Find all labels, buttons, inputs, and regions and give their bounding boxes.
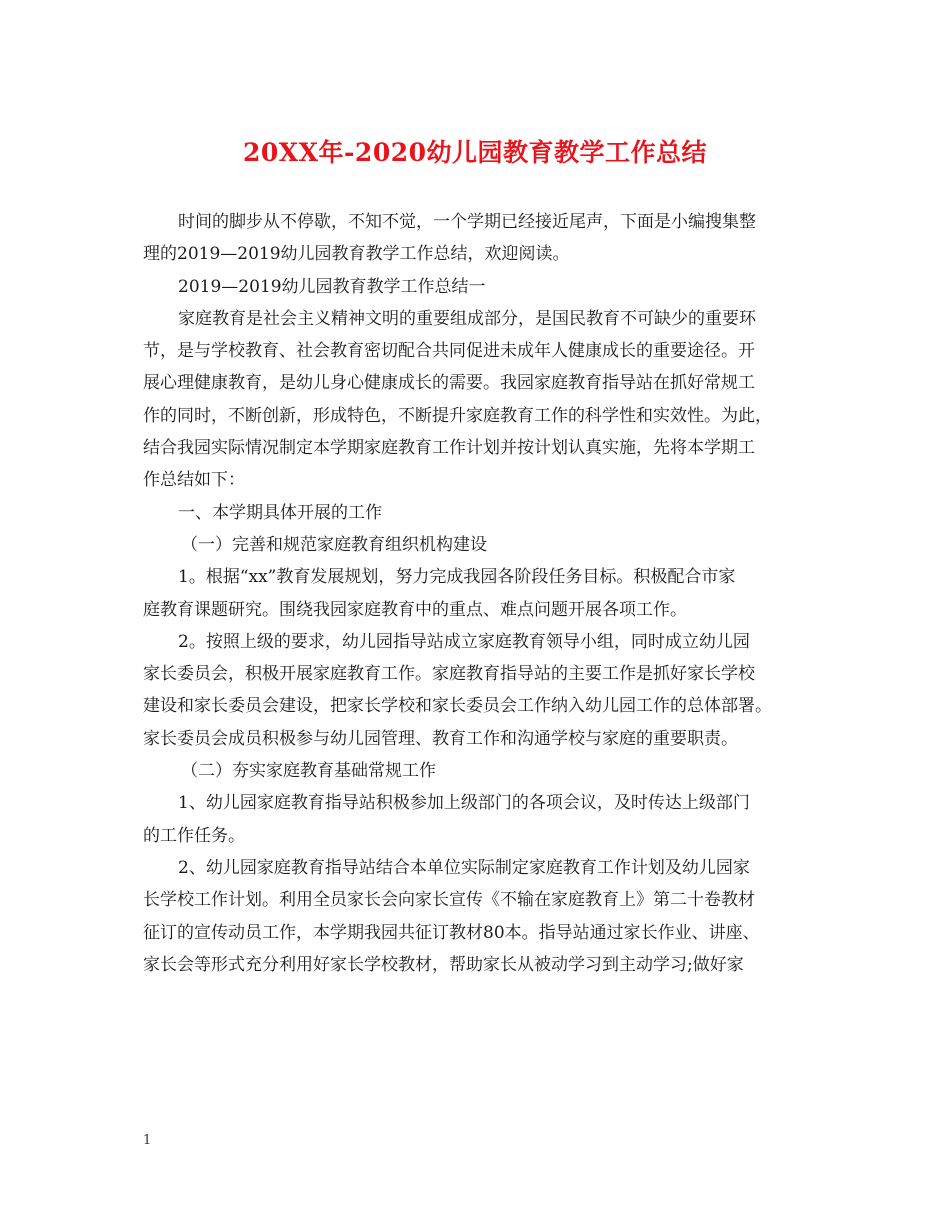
text-line: 作的同时，不断创新，形成特色，不断提升家庭教育工作的科学性和实效性。为此， [143, 405, 772, 426]
text-line: 征订的宣传动员工作，本学期我园共征订教材80本。指导站通过家长作业、讲座、 [143, 922, 760, 943]
text-line: 时间的脚步从不停歇，不知不觉，一个学期已经接近尾声，下面是小编搜集整 [178, 212, 756, 232]
text-line: 1。根据“xx”教育发展规划，努力完成我园各阶段任务目标。积极配合市家 [178, 567, 736, 588]
section-heading: 一、本学期具体开展的工作 [178, 502, 382, 523]
text-line: 2。按照上级的要求，幼儿园指导站成立家庭教育领导小组，同时成立幼儿园 [178, 631, 750, 652]
text-line: 1、幼儿园家庭教育指导站积极参加上级部门的各项会议，及时传达上级部门 [178, 793, 750, 814]
text-line: 节，是与学校教育、社会教育密切配合共同促进未成年人健康成长的重要途径。开 [143, 341, 755, 362]
text-line: 建设和家长委员会建设，把家长学校和家长委员会工作纳入幼儿园工作的总体部署。 [143, 696, 772, 717]
text-line: 2019—2019幼儿园教育教学工作总结一 [178, 276, 486, 297]
text-line: 家长会等形式充分利用好家长学校教材，帮助家长从被动学习到主动学习;做好家 [143, 954, 744, 975]
text-line: 家长委员会，积极开展家庭教育工作。家庭教育指导站的主要工作是抓好家长学校 [143, 664, 755, 685]
text-line: 结合我园实际情况制定本学期家庭教育工作计划并按计划认真实施，先将本学期工 [143, 438, 755, 459]
document-body [143, 206, 813, 981]
text-line: 理的2019—2019幼儿园教育教学工作总结，欢迎阅读。 [143, 244, 570, 265]
text-line: 2、幼儿园家庭教育指导站结合本单位实际制定家庭教育工作计划及幼儿园家 [178, 857, 750, 878]
text-line: 作总结如下： [143, 470, 245, 491]
page-number: 1 [143, 1133, 152, 1148]
text-line: 展心理健康教育，是幼儿身心健康成长的需要。我园家庭教育指导站在抓好常规工 [143, 373, 755, 394]
document-title: 20XX年-2020幼儿园教育教学工作总结 [242, 138, 708, 167]
text-line: 长学校工作计划。利用全员家长会向家长宣传《不输在家庭教育上》第二十卷教材 [143, 890, 755, 911]
subsection-heading: （二）夯实家庭教育基础常规工作 [181, 761, 436, 782]
text-line: 庭教育课题研究。围绕我园家庭教育中的重点、难点问题开展各项工作。 [143, 599, 687, 620]
text-line: 家长委员会成员积极参与幼儿园管理、教育工作和沟通学校与家庭的重要职责。 [143, 728, 738, 749]
text-line: 的工作任务。 [143, 825, 245, 846]
subsection-heading: （一）完善和规范家庭教育组织机构建设 [181, 534, 487, 555]
text-line: 家庭教育是社会主义精神文明的重要组成部分，是国民教育不可缺少的重要环 [178, 308, 756, 329]
